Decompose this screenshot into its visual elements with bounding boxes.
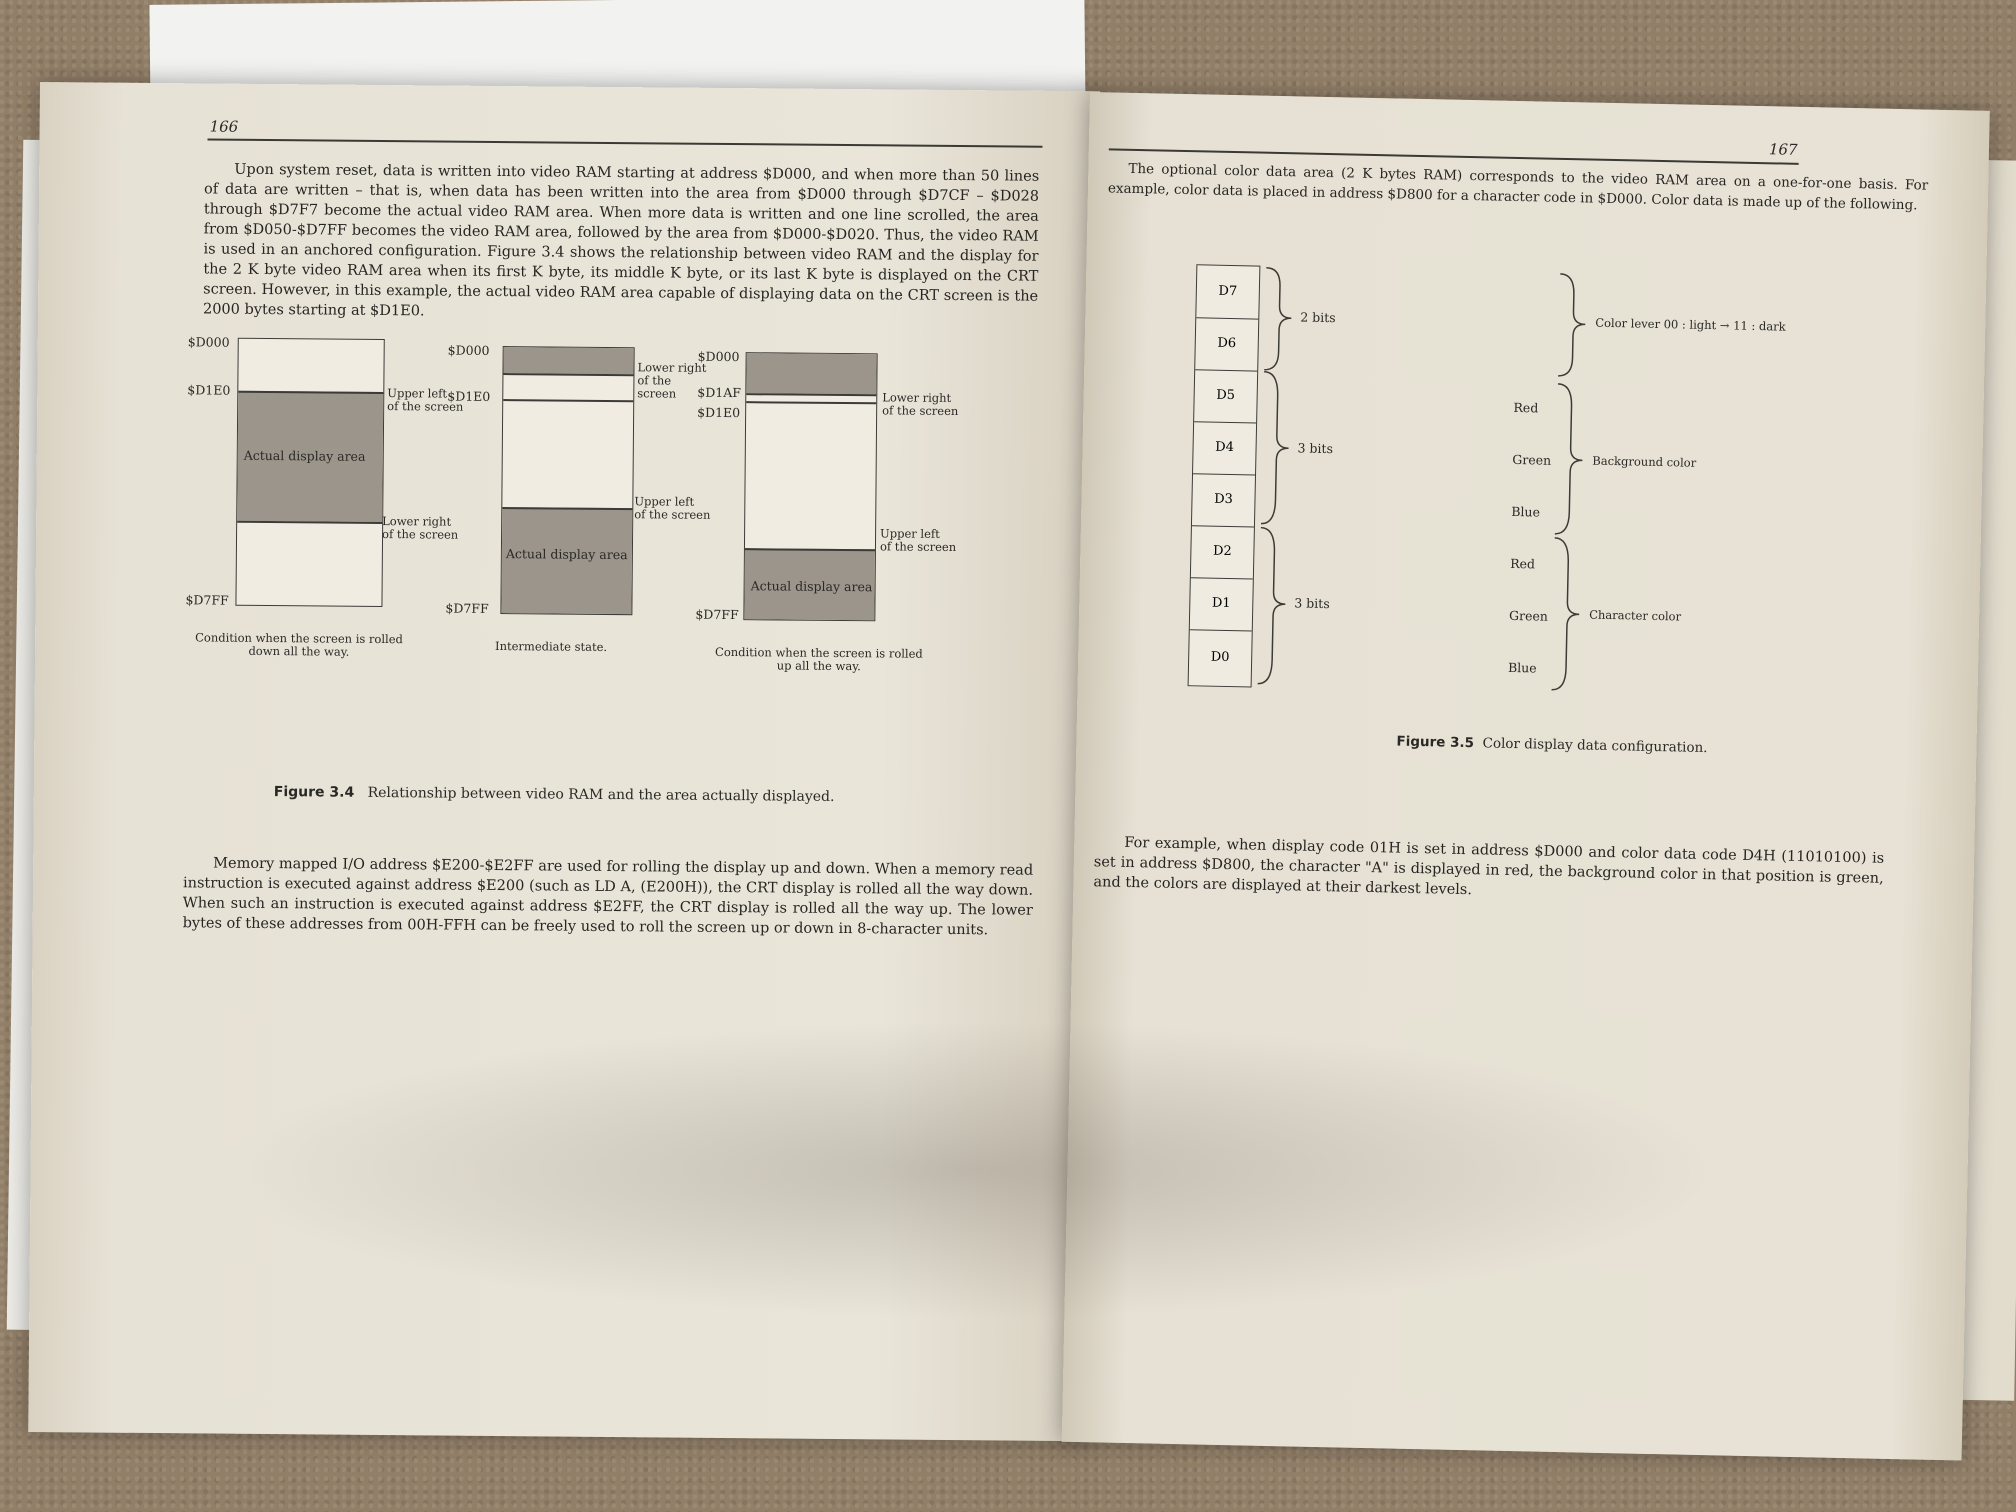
paragraph: Upon system reset, data is written into video RAM starting at address $D000, and when more than 50 lines of data are written – that is, when data has been written into the area from $D000 through $D7CF – $D028 through $D7F7 become the actual video RAM area. When more data is written and one line scrolled, the area from $D050-$D7FF becomes the video RAM area, followed by the area from $D000-$D020. Thus, the video RAM is used in an anchored configuration. Figure 3.4 shows the relationship between video RAM and the display for the 2 K byte video RAM area when its first K byte, its middle K byte, or its last K byte is displayed on the CRT screen. However, in this example, the actual video RAM area capable of displaying data on the CRT screen is the 2000 bytes starting at $D1E0. (202, 161, 1040, 320)
header-rule (207, 138, 1042, 147)
addr-label: $D1AF (697, 384, 742, 401)
paragraph: For example, when display code 01H is set in address $D000 and color data code D4H (11010100) is set in address $D800, the character "A" is displayed in red, the background color in that position is green, and the colors are displayed at their darkest levels. (1093, 834, 1885, 899)
page-number: 167 (1768, 140, 1798, 159)
diagram-rolled-up (695, 348, 998, 674)
bit-cell: D3 (1192, 473, 1255, 527)
color-name: Blue (1511, 503, 1541, 520)
addr-label: $D7FF (185, 592, 229, 608)
page-number: 166 (209, 117, 239, 136)
divider-line (503, 399, 633, 402)
bit-cell: D0 (1210, 649, 1230, 666)
bit-cell: D5 (1194, 369, 1257, 423)
description-braces (1548, 272, 1601, 693)
bit-cell: D4 (1193, 421, 1256, 475)
area-label: Actual display area (750, 578, 873, 595)
bit-cell: D1 (1190, 577, 1253, 631)
diagram-intermediate (445, 342, 711, 654)
bit-cell: D7 (1196, 265, 1259, 319)
divider-line (746, 393, 876, 396)
divider-line (746, 401, 876, 404)
lower-right-label: Lower right of the screen (382, 514, 459, 542)
paragraph: Memory mapped I/O address $E200-$E2FF are used for rolling the display up and down. When a memory read instruction is executed against address $E200 (such as LD A, (E200H)), the CRT display is rolled all the way down. When such an instruction is executed against address $E2FF, the CRT display is rolled all the way up. The lower bytes of these addresses from 00H-FFH can be freely used to roll the screen up or down in 8-character units. (182, 855, 1034, 939)
area-label: Actual display area (243, 447, 366, 464)
ram-column (500, 346, 634, 615)
divider-line (237, 521, 382, 524)
figure-number: Figure 3.4 (273, 784, 355, 801)
area-label: Actual display area (505, 546, 628, 563)
bit-group-braces (1254, 266, 1313, 687)
addr-label: $D000 (697, 348, 740, 365)
addr-label: $D1E0 (447, 388, 491, 404)
addr-label: $D7FF (695, 606, 739, 623)
diagram-caption: Intermediate state. (495, 638, 608, 654)
figure-title: Color display data configuration. (1482, 735, 1708, 757)
group-description: Character color (1589, 607, 1682, 624)
addr-label: $D1E0 (187, 382, 231, 398)
addr-label: $D000 (187, 334, 230, 350)
bit-count: 3 bits (1297, 440, 1334, 457)
bit-count: 3 bits (1294, 595, 1330, 612)
addr-label: $D000 (447, 342, 490, 358)
color-name: Red (1513, 399, 1539, 416)
figure-title: Relationship between video RAM and the area actually displayed. (367, 784, 835, 805)
addr-label: $D1E0 (697, 404, 741, 421)
group-description: Background color (1592, 453, 1697, 470)
lower-right-label: Lower right of the screen (882, 390, 959, 419)
diagram-rolled-down (185, 333, 468, 659)
paragraph: The optional color data area (2 K bytes RAM) corresponds to the video RAM area on a one-for-one basis. For example, color data is placed in address $D800 for a character code in $D000. Color data is made up of the following. (1107, 160, 1929, 214)
ram-column (235, 338, 384, 607)
hand-shadow (220, 1020, 1720, 1320)
color-name: Green (1512, 451, 1552, 468)
color-name: Red (1510, 555, 1536, 572)
bit-cell: D6 (1195, 317, 1258, 371)
diagram-caption: Condition when the screen is rolled up all the way. (714, 644, 923, 674)
bit-cell: D2 (1191, 525, 1254, 579)
figure-number: Figure 3.5 (1396, 733, 1475, 752)
upper-left-label: Upper left of the screen (387, 386, 464, 414)
color-name: Green (1508, 607, 1549, 624)
figure-caption (1396, 734, 1707, 757)
bit-count: 2 bits (1300, 309, 1336, 326)
divider-line (503, 373, 633, 376)
lower-right-label: Lower right of the screen (637, 360, 707, 401)
upper-left-label: Upper left of the screen (879, 526, 957, 555)
ram-column (743, 352, 877, 621)
figure-caption (274, 784, 835, 805)
display-area-shade (503, 347, 633, 374)
addr-label: $D7FF (445, 600, 489, 616)
color-name: Blue (1507, 659, 1537, 676)
bit-column (1188, 264, 1261, 687)
upper-left-label: Upper left of the screen (634, 494, 711, 522)
diagram-caption: Condition when the screen is rolled down all the way. (195, 630, 403, 659)
display-area-shade (746, 353, 876, 394)
group-description: Color lever 00 : light → 11 : dark (1595, 315, 1786, 334)
